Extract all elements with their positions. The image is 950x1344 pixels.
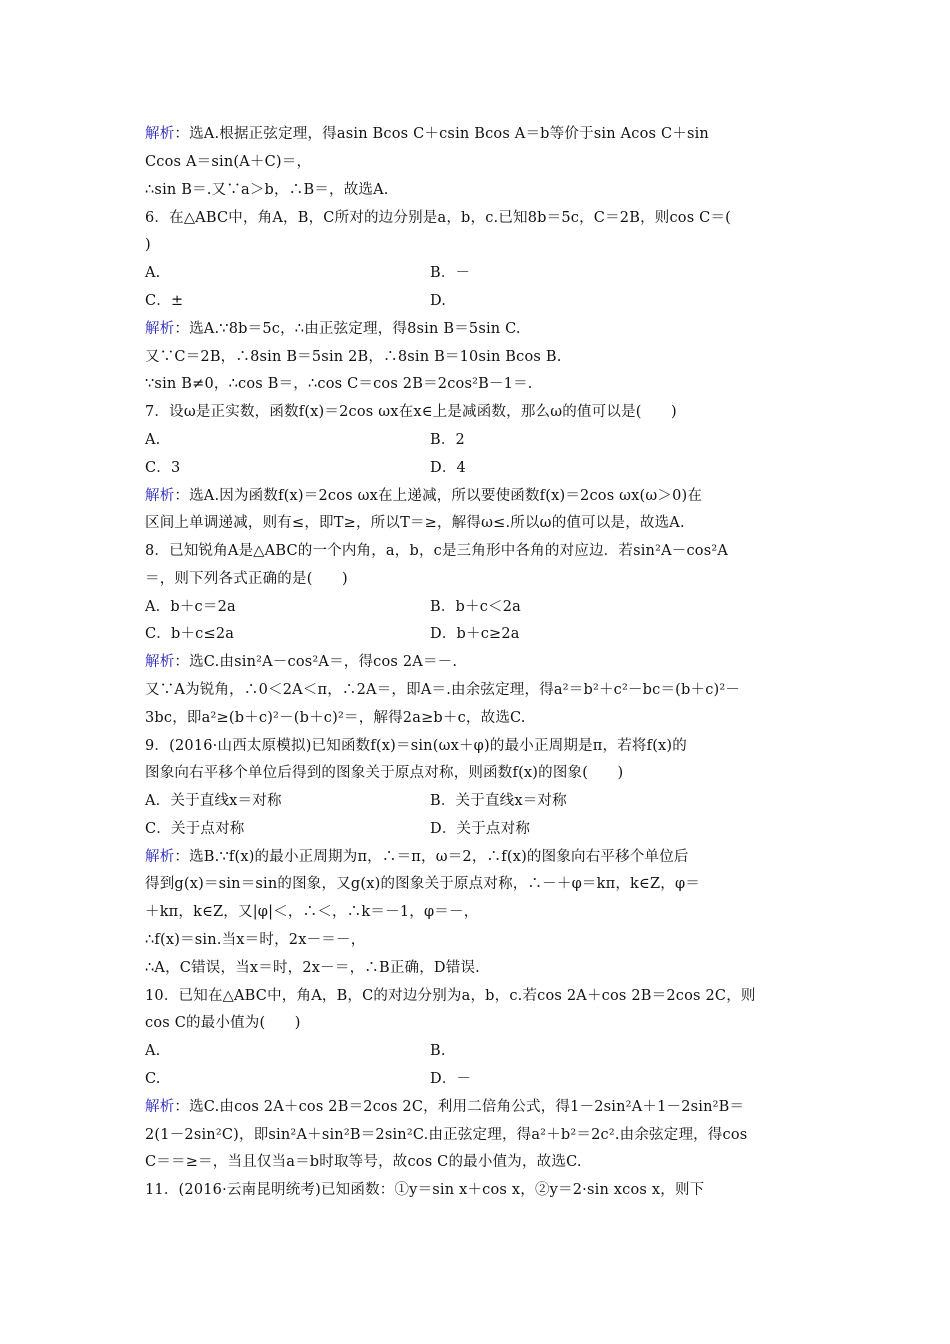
option-right: D．－ [430,1071,472,1087]
analysis-label: 解析 [145,488,175,504]
line-text: A. [145,1043,161,1059]
line-text: 又∵A为锐角，∴0＜2A＜π，∴2A＝，即A＝.由余弦定理，得a²＝b²＋c²－bc＝(b＋c)²－ [145,682,741,698]
text-line [145,708,526,728]
analysis-label: 解析 [145,1099,175,1115]
line-text: 7．设ω是正实数，函数f(x)＝2cos ωx在x∈上是减函数，那么ω的值可以是( ) [145,404,677,420]
line-text: ∴f(x)＝sin.当x＝时，2x－＝－， [145,932,366,948]
analysis-label: 解析 [145,321,175,337]
line-text: C．± [145,293,184,309]
text-line [145,486,702,506]
line-text: ：选C.由sin²A－cos²A＝，得cos 2A＝－. [174,654,458,670]
text-line [145,930,365,950]
line-text: 得到g(x)＝sin＝sin的图象，又g(x)的图象关于原点对称，∴－＋φ＝kπ，k∈Z，φ＝ [145,876,700,892]
text-line [145,1013,301,1033]
line-text: A．关于直线x＝对称 [145,793,282,809]
option-right: B．2 [430,432,465,448]
line-text: 图象向右平移个单位后得到的图象关于原点对称，则函数f(x)的图象( ) [145,765,624,781]
line-text: 又∵C＝2B，∴8sin B＝5sin 2B，∴8sin B＝10sin Bcos B. [145,349,562,365]
text-line [145,680,740,700]
line-text: 11．(2016·云南昆明统考)已知函数：①y＝sin x＋cos x，②y＝2·sin xcos x，则下 [145,1182,705,1198]
text-line [145,513,685,533]
line-text: ＋kπ，k∈Z，又|φ|＜，∴＜，∴k＝－1，φ＝－， [145,904,479,920]
text-line [145,1152,582,1172]
text-line [145,1041,160,1061]
option-right: D. [430,293,447,309]
line-text: 8．已知锐角A是△ABC的一个内角，a，b，c是三角形中各角的对应边．若sin²A－cos²A [145,543,729,559]
text-line [145,152,311,172]
line-text: 3bc，即a²≥(b＋c)²－(b＋c)²＝，解得2a≥b＋c，故选C. [145,710,526,726]
line-text: ：选A.∵8b＝5c，∴由正弦定理，得8sin B＝5sin C. [174,321,521,337]
text-line [145,763,623,783]
analysis-label: 解析 [145,126,175,142]
text-line [145,124,709,144]
analysis-label: 解析 [145,654,175,670]
text-line [145,319,521,339]
option-right: B．b＋c＜2a [430,599,522,615]
line-text: ：选A.根据正弦定理，得asin Bcos C＋csin Bcos A＝b等价于sin Acos C＋sin [174,126,709,142]
text-line [145,874,700,894]
option-right: D．关于点对称 [430,821,531,837]
text-line [145,1097,744,1117]
text-line [145,624,234,644]
text-line [145,1069,161,1089]
text-line [145,347,562,367]
analysis-label: 解析 [145,849,175,865]
line-text: 2(1－2sin²C)，即sin²A＋sin²B＝2sin²C.由正弦定理，得a²＋b²＝2c².由余弦定理，得cos [145,1127,748,1143]
text-line [145,1125,747,1145]
line-text: C．b＋c≤2a [145,626,235,642]
line-text: 9．(2016·山西太原模拟)已知函数f(x)＝sin(ωx＋φ)的最小正周期是π，若将f(x)的 [145,738,687,754]
line-text: ：选C.由cos 2A＋cos 2B＝2cos 2C，利用二倍角公式，得1－2sin²A＋1－2sin²B＝ [174,1099,745,1115]
text-line [145,819,245,839]
text-line [145,180,389,200]
text-line [145,291,183,311]
line-text: A. [145,432,161,448]
option-right: B. [430,1043,446,1059]
text-line [145,1180,704,1200]
text-line [145,263,160,283]
line-text: 区间上单调递减，则有≤，即T≥，所以T＝≥，解得ω≤.所以ω的值可以是，故选A. [145,515,685,531]
line-text: ∴A，C错误，当x＝时，2x－＝，∴B正确，D错误. [145,960,480,976]
text-line [145,791,282,811]
line-text: C．3 [145,460,181,476]
line-text: Ccos A＝sin(A＋C)＝， [145,154,312,170]
option-right: D．4 [430,460,466,476]
text-line [145,652,457,672]
text-line [145,958,480,978]
text-line [145,458,180,478]
text-line [145,402,677,422]
line-text: A．b＋c＝2a [145,599,236,615]
line-text: A. [145,265,161,281]
line-text: ∵sin B≠0，∴cos B＝，∴cos C＝cos 2B＝2cos²B－1＝. [145,376,533,392]
text-line [145,569,348,589]
text-line [145,235,151,255]
text-line [145,736,687,756]
text-line [145,541,728,561]
option-right: B．－ [430,265,471,281]
line-text: ：选B.∵f(x)的最小正周期为π，∴＝π，ω＝2，∴f(x)的图象向右平移个单位后 [174,849,689,865]
text-line [145,902,478,922]
line-text: C＝＝≥＝，当且仅当a＝b时取等号，故cos C的最小值为，故选C. [145,1154,582,1170]
text-line [145,847,689,867]
line-text: cos C的最小值为( ) [145,1015,301,1031]
line-text: C．关于点对称 [145,821,245,837]
line-text: ) [145,237,151,253]
option-right: B．关于直线x＝对称 [430,793,567,809]
text-line [145,986,756,1006]
line-text: ＝，则下列各式正确的是( ) [145,571,348,587]
text-line [145,208,731,228]
line-text: ∴sin B＝.又∵a＞b，∴B＝，故选A. [145,182,389,198]
text-line [145,430,160,450]
text-line [145,374,533,394]
line-text: C. [145,1071,161,1087]
line-text: ：选A.因为函数f(x)＝2cos ωx在上递减，所以要使函数f(x)＝2cos ωx(ω＞0)在 [174,488,703,504]
text-line [145,597,236,617]
option-right: D．b＋c≥2a [430,626,520,642]
line-text: 10．已知在△ABC中，角A，B，C的对边分别为a，b，c.若cos 2A＋cos 2B＝2cos 2C，则 [145,988,756,1004]
line-text: 6．在△ABC中，角A，B，C所对的边分别是a，b，c.已知8b＝5c，C＝2B，则cos C＝( [145,210,732,226]
